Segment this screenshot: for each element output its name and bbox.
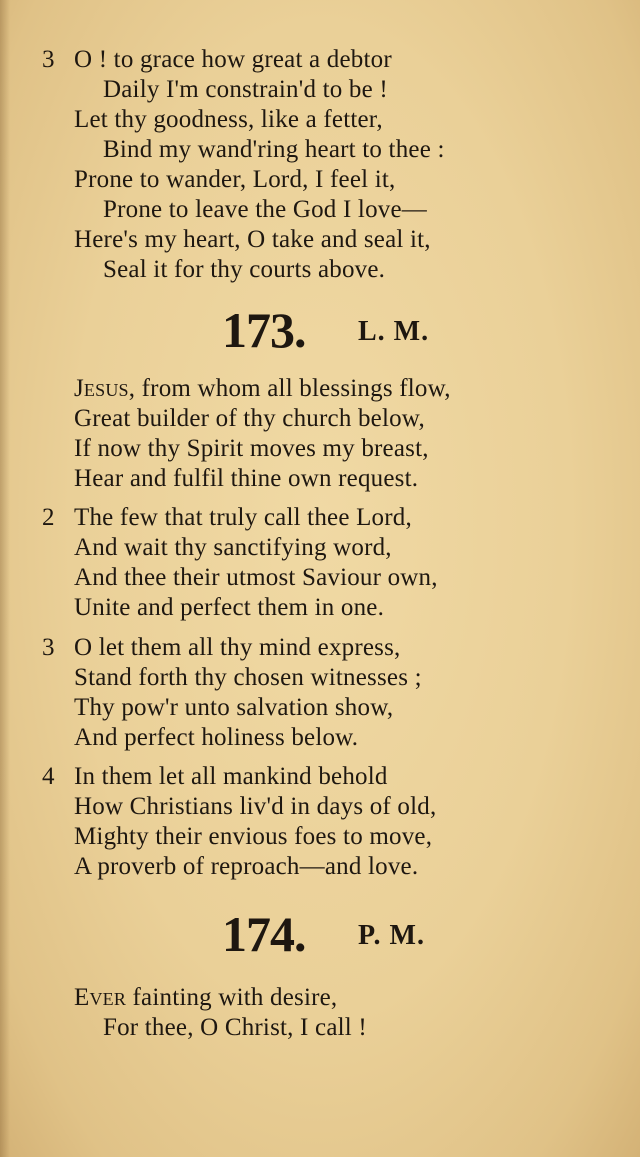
- stanza-number: 2: [42, 504, 55, 531]
- verse-line: Here's my heart, O take and seal it,: [74, 226, 431, 253]
- hymn-173-heading: [0, 300, 640, 360]
- verse-line: O ! to grace how great a debtor: [74, 46, 392, 73]
- stanza-number: 3: [42, 634, 55, 661]
- verse-line: O let them all thy mind express,: [74, 634, 401, 661]
- verse-line: Prone to wander, Lord, I feel it,: [74, 166, 396, 193]
- hymn-174-heading: [0, 904, 640, 964]
- hymn-number: 174.: [222, 906, 306, 962]
- verse-line: Mighty their envious foes to move,: [74, 823, 433, 850]
- first-word-small-caps: Ever: [74, 984, 127, 1011]
- first-line-rest: from whom all blessings flow,: [135, 375, 451, 402]
- verse-line: Let thy goodness, like a fetter,: [74, 106, 383, 133]
- verse-line: And thee their utmost Saviour own,: [74, 564, 438, 591]
- verse-line: And wait thy sanctifying word,: [74, 534, 392, 561]
- verse-line: How Christians liv'd in days of old,: [74, 793, 437, 820]
- verse-line: Prone to leave the God I love—: [103, 196, 427, 223]
- verse-line: Unite and perfect them in one.: [74, 594, 385, 621]
- hymn-meter: L. M.: [358, 316, 430, 347]
- verse-line: If now thy Spirit moves my breast,: [74, 435, 429, 462]
- verse-line: Bind my wand'ring heart to thee :: [103, 136, 445, 163]
- verse-line: Great builder of thy church below,: [74, 405, 425, 432]
- stanza-number: 3: [42, 46, 55, 73]
- stanza-number: 4: [42, 763, 55, 790]
- hymn-meter: P. M.: [358, 920, 425, 951]
- first-word-small-caps: Jesus,: [74, 375, 136, 402]
- verse-line: And perfect holiness below.: [74, 724, 359, 751]
- verse-line: Stand forth thy chosen witnesses ;: [74, 664, 422, 691]
- hymn-number: 173.: [222, 302, 306, 358]
- verse-line: Thy pow'r unto salvation show,: [74, 694, 394, 721]
- first-line-rest: fainting with desire,: [126, 984, 338, 1011]
- verse-line: The few that truly call thee Lord,: [74, 504, 412, 531]
- verse-line: [74, 983, 337, 1013]
- verse-line: For thee, O Christ, I call !: [103, 1014, 367, 1041]
- verse-line: Daily I'm constrain'd to be !: [103, 76, 388, 103]
- verse-line: [74, 374, 451, 404]
- verse-line: Hear and fulfil thine own request.: [74, 465, 419, 492]
- verse-line: In them let all mankind behold: [74, 763, 388, 790]
- verse-line: A proverb of reproach—and love.: [74, 853, 419, 880]
- verse-line: Seal it for thy courts above.: [103, 256, 386, 283]
- page-edge-shadow: [0, 0, 10, 1157]
